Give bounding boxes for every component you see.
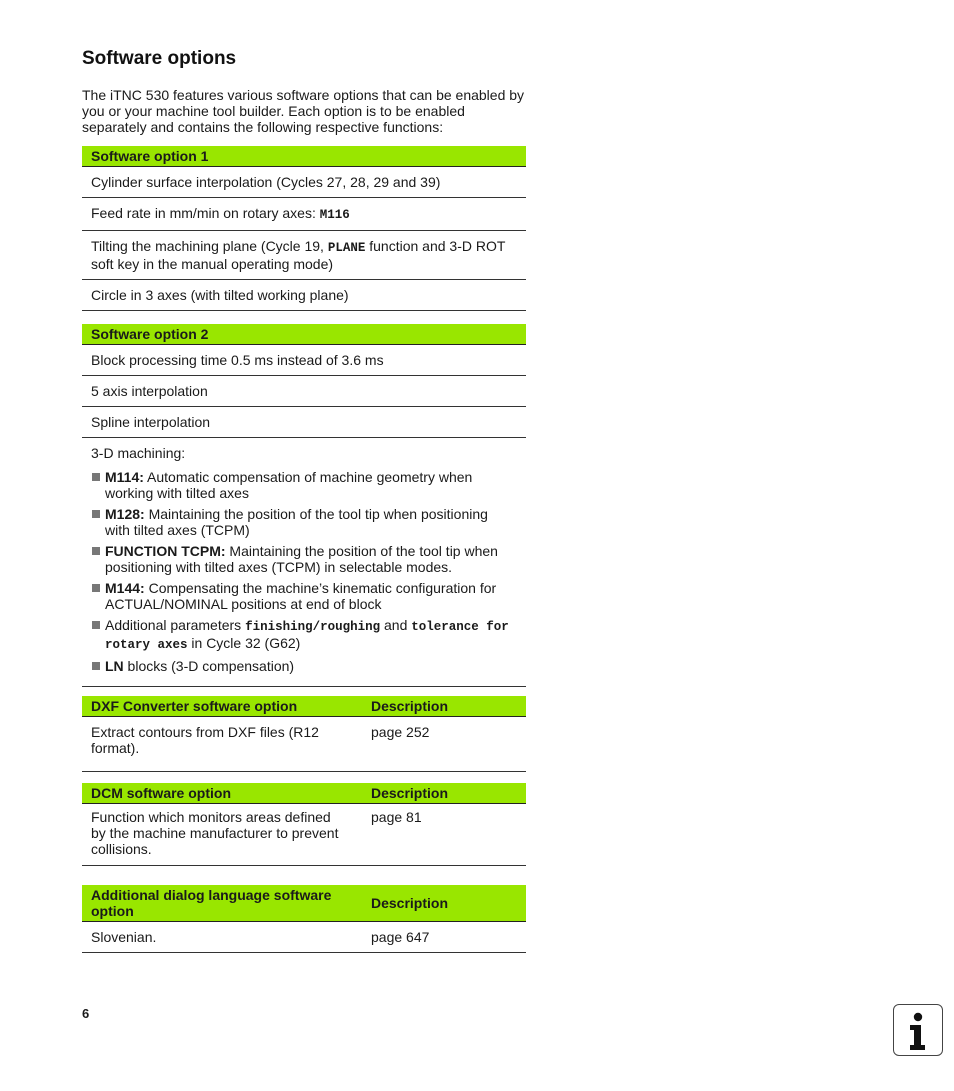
m116-code: M116 xyxy=(319,208,350,222)
bullet-square-icon xyxy=(92,662,100,670)
dxf-header: DXF Converter software option xyxy=(82,696,362,717)
bullet-label: M114: xyxy=(105,469,144,485)
dxf-page-ref: page 252 xyxy=(362,717,526,772)
row-text: 3-D machining: xyxy=(91,445,186,461)
table-row xyxy=(82,231,526,280)
language-header: Additional dialog language software option xyxy=(82,885,362,922)
description-header: Description xyxy=(362,783,526,804)
list-item xyxy=(91,580,516,612)
bullet-text: Maintaining the position of the tool tip when positioning with tilted axes (TCPM) xyxy=(105,506,488,538)
bullet-label: LN xyxy=(105,658,124,674)
software-option-1-header: Software option 1 xyxy=(82,146,526,167)
bullet-text: Compensating the machine’s kinematic configuration for ACTUAL/NOMINAL positions at end of block xyxy=(105,580,497,612)
row-text: function and 3-D ROT soft key in the manual operating mode) xyxy=(91,238,506,272)
table-row: Block processing time 0.5 ms instead of 3.6 ms xyxy=(82,345,526,376)
table-row xyxy=(82,438,526,687)
plane-code: PLANE xyxy=(327,241,366,255)
intro-paragraph: The iTNC 530 features various software options that can be enabled by you or your machine tool builder. Each option is to be enabled separately and contains the following respective functions: xyxy=(82,87,525,135)
software-option-2-header: Software option 2 xyxy=(82,324,526,345)
description-header: Description xyxy=(362,696,526,717)
bullet-square-icon xyxy=(92,547,100,555)
dxf-option-table xyxy=(82,696,526,772)
dcm-description: Function which monitors areas defined by the machine manufacturer to prevent collisions. xyxy=(82,804,362,866)
table-row xyxy=(82,198,526,231)
list-item xyxy=(91,469,516,501)
page-number: 6 xyxy=(82,1006,90,1021)
bullet-text: Additional parameters xyxy=(105,617,246,633)
software-option-1-table xyxy=(82,146,526,311)
info-icon xyxy=(893,1004,943,1056)
page-title: Software options xyxy=(82,48,237,69)
bullet-square-icon xyxy=(92,510,100,518)
dcm-header: DCM software option xyxy=(82,783,362,804)
table-row: Spline interpolation xyxy=(82,407,526,438)
table-row: Cylinder surface interpolation (Cycles 27, 28, 29 and 39) xyxy=(82,167,526,198)
bullet-square-icon xyxy=(92,584,100,592)
language-option-table xyxy=(82,885,526,953)
dcm-page-ref: page 81 xyxy=(362,804,526,866)
bullet-square-icon xyxy=(92,473,100,481)
bullet-text: Maintaining the position of the tool tip when positioning with tilted axes (TCPM) in selectable modes. xyxy=(105,543,498,575)
table-row: Circle in 3 axes (with tilted working plane) xyxy=(82,280,526,311)
row-text: Feed rate in mm/min on rotary axes: xyxy=(91,205,320,221)
description-header: Description xyxy=(362,885,526,922)
bullet-text: in Cycle 32 (G62) xyxy=(187,635,301,651)
dcm-option-table xyxy=(82,783,526,866)
list-item xyxy=(91,543,516,575)
list-item xyxy=(91,617,516,653)
bullet-label: M144: xyxy=(105,580,145,596)
software-option-2-table xyxy=(82,324,526,687)
param-code: tolerance for rotary axes xyxy=(105,620,509,652)
info-glyph xyxy=(894,1005,941,1054)
list-item xyxy=(91,658,516,674)
table-row: 5 axis interpolation xyxy=(82,376,526,407)
bullet-square-icon xyxy=(92,621,100,629)
bullet-label: FUNCTION TCPM: xyxy=(105,543,226,559)
row-text: Tilting the machining plane (Cycle 19, xyxy=(91,238,328,254)
machining-bullet-list xyxy=(91,469,516,674)
bullet-text: Automatic compensation of machine geometry when working with tilted axes xyxy=(105,469,473,501)
list-item xyxy=(91,506,516,538)
dxf-description: Extract contours from DXF files (R12 format). xyxy=(82,717,362,772)
language-description: Slovenian. xyxy=(82,922,362,953)
param-code: finishing/roughing xyxy=(245,620,381,634)
bullet-label: M128: xyxy=(105,506,145,522)
bullet-text: blocks (3-D compensation) xyxy=(123,658,295,674)
language-page-ref: page 647 xyxy=(362,922,526,953)
bullet-text: and xyxy=(380,617,412,633)
